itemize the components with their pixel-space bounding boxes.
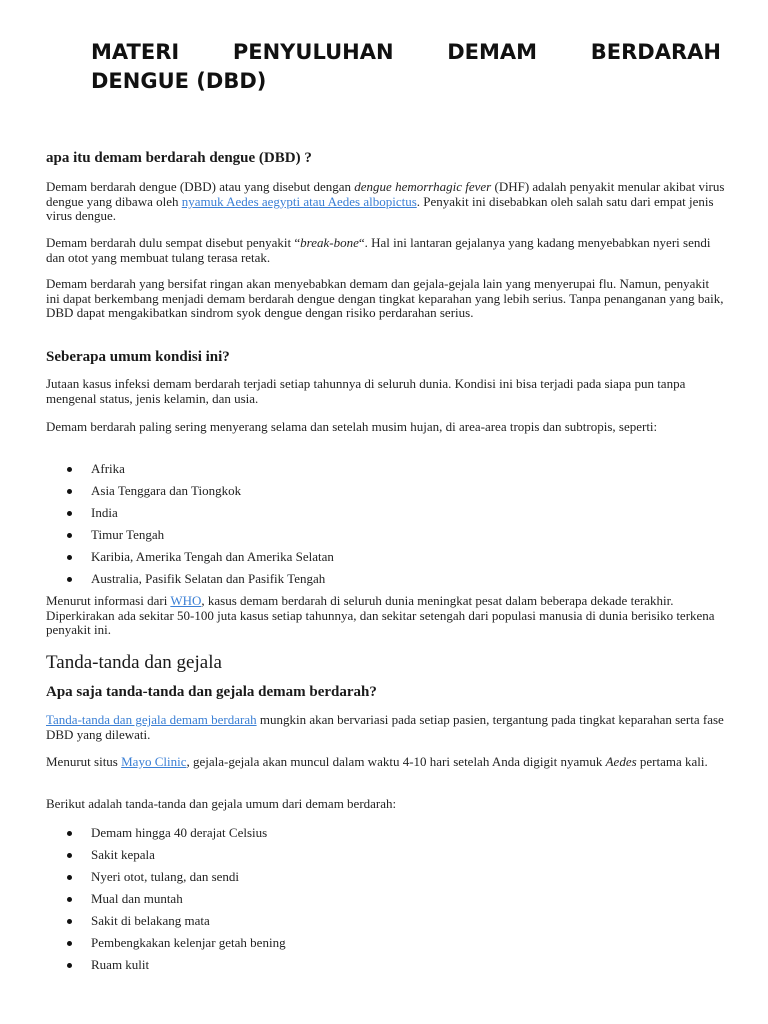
italic-term: dengue hemorrhagic fever	[354, 179, 492, 194]
list-item: Australia, Pasifik Selatan dan Pasifik Tengah	[46, 568, 726, 590]
paragraph-prevalence: Jutaan kasus infeksi demam berdarah terjadi setiap tahunnya di seluruh dunia. Kondisi ini bisa terjadi pada siapa pun tanpa mengenal status, jenis kelamin, dan usia.	[46, 376, 686, 406]
section-heading-what-is-dbd: apa itu demam berdarah dengue (DBD) ?	[46, 150, 312, 166]
list-item: Nyeri otot, tulang, dan sendi	[46, 866, 726, 888]
list-item: Sakit kepala	[46, 844, 726, 866]
link-signs-symptoms[interactable]: Tanda-tanda dan gejala demam berdarah	[46, 712, 257, 727]
section-heading-signs-symptoms: Tanda-tanda dan gejala	[46, 652, 222, 673]
paragraph-mayo-clinic	[46, 755, 726, 770]
list-item: Asia Tenggara dan Tiongkok	[46, 480, 726, 502]
text-span: Menurut situs	[46, 754, 122, 769]
text-span: pertama kali.	[636, 754, 708, 769]
page-title	[91, 38, 721, 96]
title-word: DEMAM	[447, 40, 538, 64]
text-span: , gejala-gejala akan muncul dalam waktu 4-10 hari setelah Anda digigit nyamuk	[186, 754, 606, 769]
title-line-1	[91, 38, 721, 67]
title-word: MATERI	[91, 40, 180, 64]
title-line-2: DENGUE (DBD)	[91, 69, 267, 93]
list-item: India	[46, 502, 726, 524]
list-item: Afrika	[46, 458, 726, 480]
text-span: (DHF) adalah penyakit menular akibat virus dengue yang dibawa oleh	[46, 179, 725, 209]
italic-term: Aedes	[605, 754, 637, 769]
text-span: Demam berdarah dulu sempat disebut penyakit “	[46, 235, 301, 250]
paragraph-severity: Demam berdarah yang bersifat ringan akan menyebabkan demam dan gejala-gejala lain yang menyerupai flu. Namun, penyakit ini dapat berkembang menjadi demam berdarah dengue dengan tingkat keparahan yang lebih serius. Tanpa penanganan yang baik, DBD dapat mengakibatkan sindrom syok dengue dengan risiko perdarahan serius.	[46, 276, 724, 321]
link-aedes-mosquito[interactable]: nyamuk Aedes aegypti atau Aedes albopictus	[181, 193, 417, 209]
title-word: PENYULUHAN	[232, 40, 394, 64]
paragraph-regions-intro: Demam berdarah paling sering menyerang selama dan setelah musim hujan, di area-area tropis dan subtropis, seperti:	[46, 419, 658, 434]
text-span: Menurut informasi dari	[46, 593, 171, 608]
paragraph-who-info	[46, 594, 726, 638]
paragraph-definition	[46, 180, 726, 224]
text-span: mungkin akan bervariasi pada setiap pasien, tergantung pada tingkat keparahan serta fase DBD yang dilewati.	[46, 712, 724, 742]
link-who[interactable]: WHO	[170, 593, 202, 608]
list-item: Ruam kulit	[46, 954, 726, 976]
subheading-what-signs: Apa saja tanda-tanda dan gejala demam berdarah?	[46, 684, 377, 700]
text-span: “. Hal ini lantaran gejalanya yang kadang menyebabkan nyeri sendi dan otot yang membuat tulang terasa retak.	[46, 235, 711, 265]
symptoms-list	[46, 822, 726, 976]
section-heading-how-common: Seberapa umum kondisi ini?	[46, 349, 230, 365]
title-word: BERDARAH	[590, 40, 721, 64]
paragraph-symptoms-vary	[46, 713, 726, 742]
list-item: Timur Tengah	[46, 524, 726, 546]
text-span: , kasus demam berdarah di seluruh dunia meningkat pesat dalam beberapa dekade terakhir. Diperkirakan ada sekitar 50-100 juta kasus setiap tahunnya, dan sekitar setengah dari populasi manusia di dunia berisiko terkena penyakit ini.	[46, 593, 715, 638]
list-item: Demam hingga 40 derajat Celsius	[46, 822, 726, 844]
link-mayo-clinic[interactable]: Mayo Clinic	[121, 754, 187, 769]
text-span: . Penyakit ini disebabkan oleh salah satu dari empat jenis virus dengue.	[46, 193, 714, 224]
list-item: Pembengkakan kelenjar getah bening	[46, 932, 726, 954]
paragraph-symptoms-intro: Berikut adalah tanda-tanda dan gejala umum dari demam berdarah:	[46, 796, 397, 811]
list-item: Mual dan muntah	[46, 888, 726, 910]
text-span: Demam berdarah dengue (DBD) atau yang disebut dengan	[46, 179, 355, 194]
italic-term: break-bone	[300, 235, 359, 250]
list-item: Sakit di belakang mata	[46, 910, 726, 932]
regions-list	[46, 458, 726, 590]
list-item: Karibia, Amerika Tengah dan Amerika Selatan	[46, 546, 726, 568]
paragraph-break-bone	[46, 236, 726, 265]
